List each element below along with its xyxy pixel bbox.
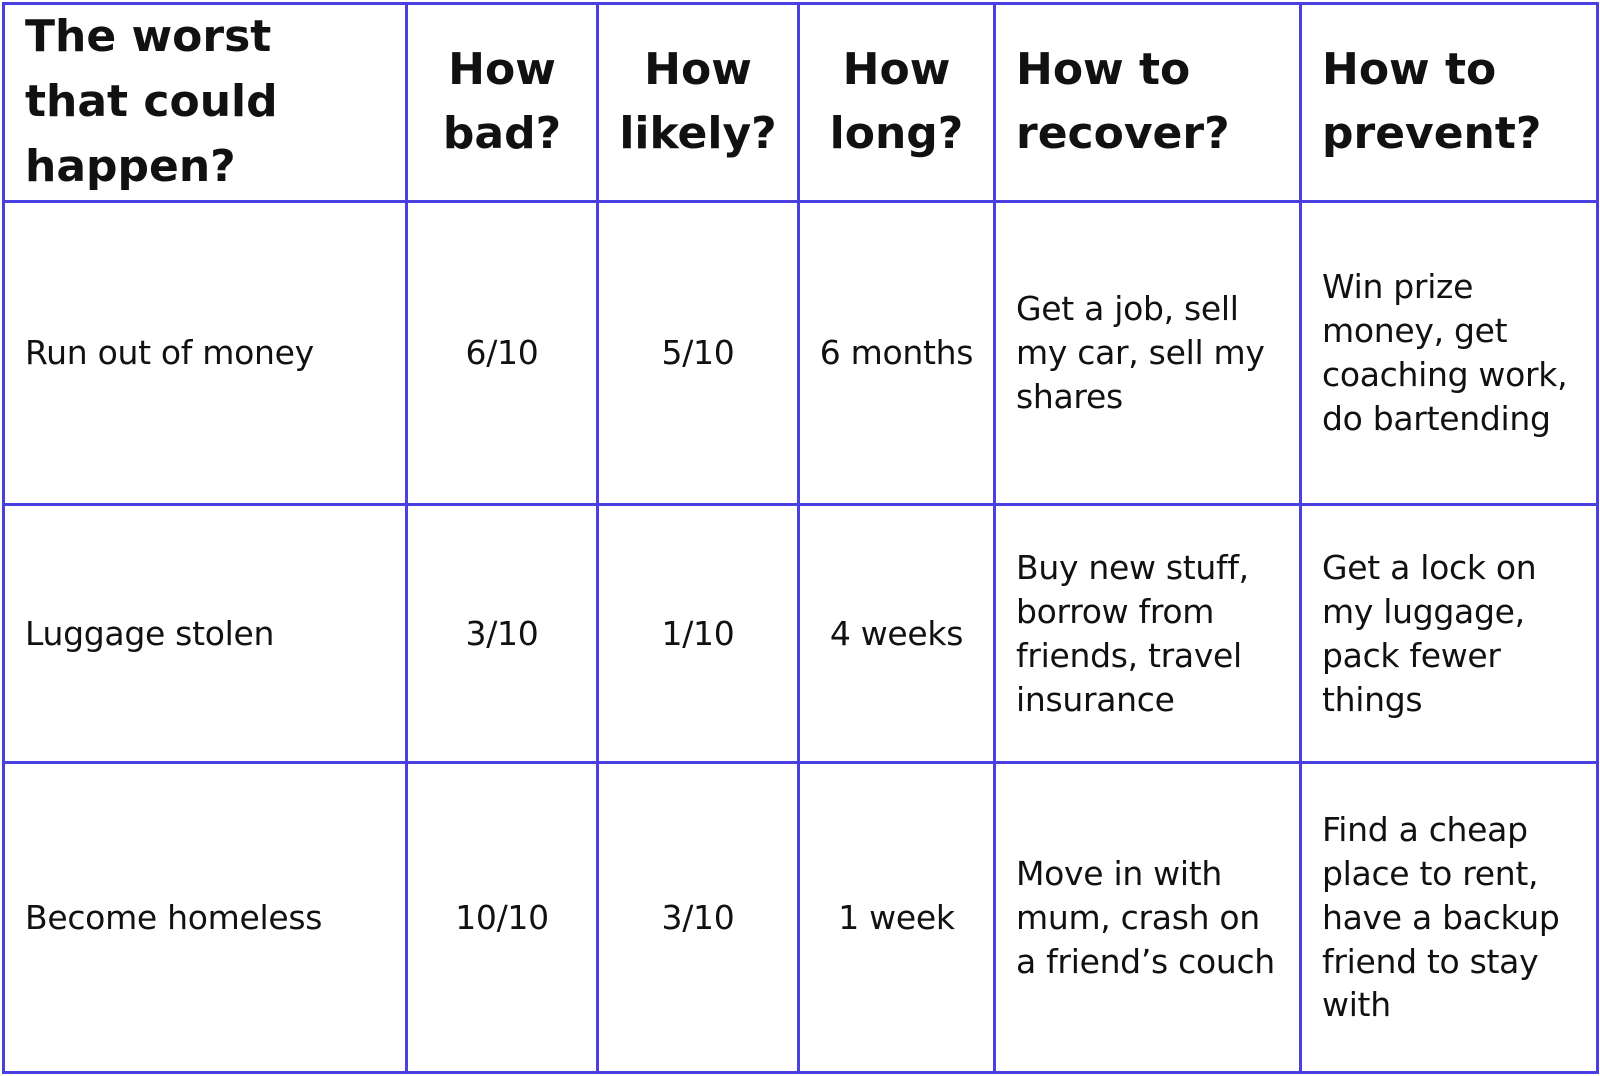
cell-worst-case: Become homeless xyxy=(4,763,407,1073)
header-how-likely: How likely? xyxy=(598,4,799,202)
fear-setting-table xyxy=(2,2,1599,1074)
header-worst-case: The worst that could happen? xyxy=(4,4,407,202)
cell-how-to-recover: Buy new stuff, borrow from friends, travel insurance xyxy=(995,505,1301,763)
header-how-to-recover: How to recover? xyxy=(995,4,1301,202)
cell-worst-case: Luggage stolen xyxy=(4,505,407,763)
cell-how-likely: 5/10 xyxy=(598,201,799,505)
cell-how-to-recover: Move in with mum, crash on a friend’s couch xyxy=(995,763,1301,1073)
cell-how-long: 4 weeks xyxy=(799,505,995,763)
table-row xyxy=(4,201,1598,505)
table-row xyxy=(4,505,1598,763)
cell-how-to-prevent: Get a lock on my luggage, pack fewer things xyxy=(1301,505,1598,763)
cell-how-long: 1 week xyxy=(799,763,995,1073)
cell-how-bad: 10/10 xyxy=(407,763,598,1073)
header-how-to-prevent: How to prevent? xyxy=(1301,4,1598,202)
table-header-row xyxy=(4,4,1598,202)
cell-worst-case: Run out of money xyxy=(4,201,407,505)
cell-how-likely: 1/10 xyxy=(598,505,799,763)
header-how-long: How long? xyxy=(799,4,995,202)
cell-how-long: 6 months xyxy=(799,201,995,505)
cell-how-bad: 6/10 xyxy=(407,201,598,505)
cell-how-to-prevent: Find a cheap place to rent, have a backup friend to stay with xyxy=(1301,763,1598,1073)
cell-how-bad: 3/10 xyxy=(407,505,598,763)
table-row xyxy=(4,763,1598,1073)
cell-how-likely: 3/10 xyxy=(598,763,799,1073)
cell-how-to-recover: Get a job, sell my car, sell my shares xyxy=(995,201,1301,505)
header-how-bad: How bad? xyxy=(407,4,598,202)
cell-how-to-prevent: Win prize money, get coaching work, do bartending xyxy=(1301,201,1598,505)
